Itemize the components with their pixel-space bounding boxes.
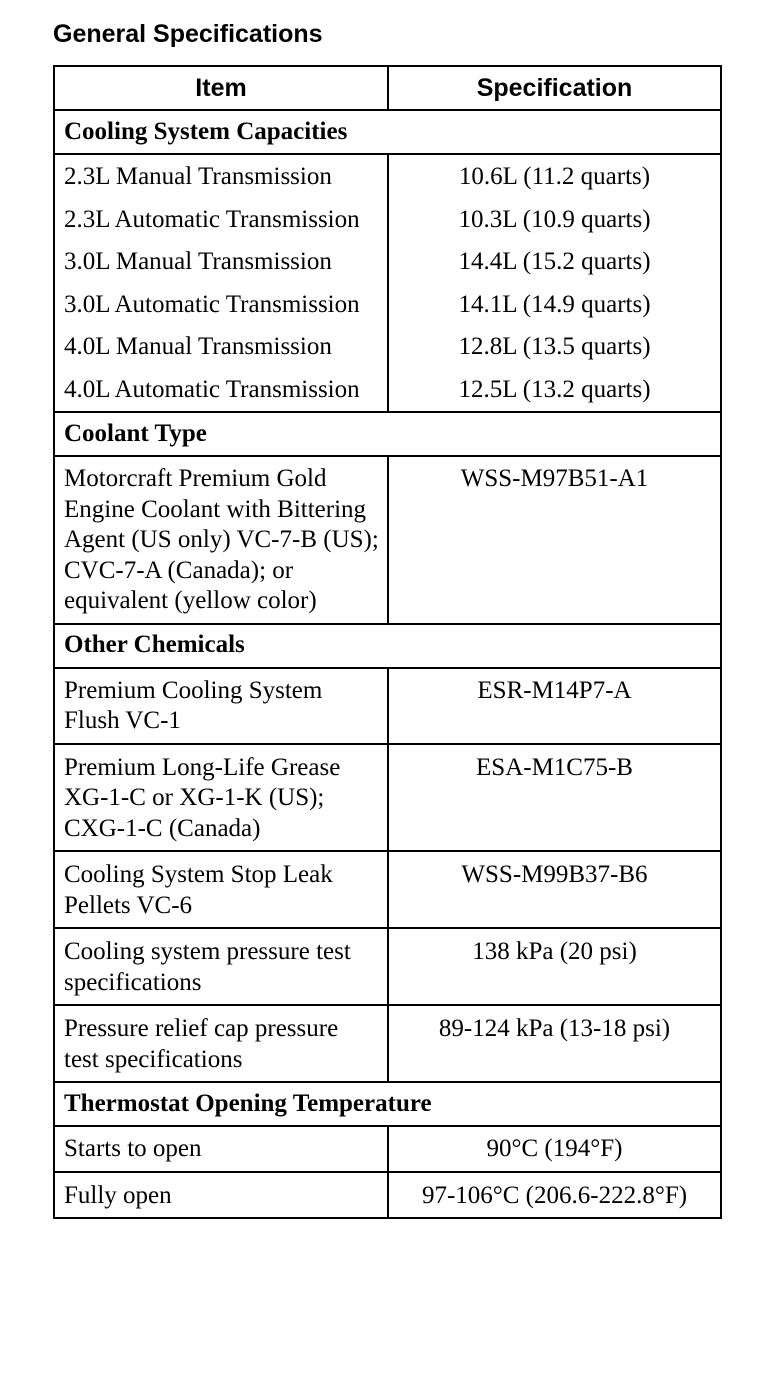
item-cell: Cooling system pressure test specifications xyxy=(54,928,388,1005)
specification-cell: WSS-M99B37-B6 xyxy=(388,851,721,928)
table-row xyxy=(54,1005,721,1082)
section-row-other-chemicals xyxy=(54,624,721,668)
table-row xyxy=(54,241,721,284)
section-row-coolant-type xyxy=(54,412,721,456)
specification-cell: 89-124 kPa (13-18 psi) xyxy=(388,1005,721,1082)
item-cell: Premium Long-Life Grease XG-1-C or XG-1-K (US); CXG-1-C (Canada) xyxy=(54,744,388,852)
table-row xyxy=(54,928,721,1005)
section-heading: Other Chemicals xyxy=(54,624,721,668)
item-cell: 3.0L Manual Transmission xyxy=(54,241,388,284)
item-cell: Pressure relief cap pressure test specifications xyxy=(54,1005,388,1082)
item-cell: Cooling System Stop Leak Pellets VC-6 xyxy=(54,851,388,928)
specifications-table xyxy=(53,65,722,1219)
item-cell: 4.0L Manual Transmission xyxy=(54,326,388,369)
table-row xyxy=(54,154,721,199)
section-heading: Cooling System Capacities xyxy=(54,110,721,154)
specification-cell: 14.1L (14.9 quarts) xyxy=(388,284,721,327)
table-row xyxy=(54,369,721,413)
table-row xyxy=(54,851,721,928)
table-row xyxy=(54,668,721,744)
section-heading: Coolant Type xyxy=(54,412,721,456)
page-title: General Specifications xyxy=(53,20,323,48)
item-cell: 2.3L Automatic Transmission xyxy=(54,199,388,242)
specification-cell: ESR-M14P7-A xyxy=(388,668,721,744)
specification-cell: 138 kPa (20 psi) xyxy=(388,928,721,1005)
table-row xyxy=(54,744,721,852)
specification-cell: 14.4L (15.2 quarts) xyxy=(388,241,721,284)
table-header-row xyxy=(54,66,721,110)
section-row-thermostat-opening-temperature xyxy=(54,1082,721,1126)
specification-cell: 90°C (194°F) xyxy=(388,1126,721,1172)
item-cell: 4.0L Automatic Transmission xyxy=(54,369,388,413)
section-row-cooling-system-capacities xyxy=(54,110,721,154)
specification-cell: 97-106°C (206.6-222.8°F) xyxy=(388,1172,721,1219)
item-cell: Starts to open xyxy=(54,1126,388,1172)
item-cell: Premium Cooling System Flush VC-1 xyxy=(54,668,388,744)
specification-cell: 12.5L (13.2 quarts) xyxy=(388,369,721,413)
specification-cell: ESA-M1C75-B xyxy=(388,744,721,852)
specification-cell: 12.8L (13.5 quarts) xyxy=(388,326,721,369)
column-header-item: Item xyxy=(54,66,388,110)
specification-cell: 10.6L (11.2 quarts) xyxy=(388,154,721,199)
specification-cell: 10.3L (10.9 quarts) xyxy=(388,199,721,242)
table-row xyxy=(54,284,721,327)
item-cell: 3.0L Automatic Transmission xyxy=(54,284,388,327)
table-row xyxy=(54,326,721,369)
specification-cell: WSS-M97B51-A1 xyxy=(388,456,721,624)
table-row xyxy=(54,199,721,242)
table-row xyxy=(54,1126,721,1172)
section-heading: Thermostat Opening Temperature xyxy=(54,1082,721,1126)
table-row xyxy=(54,1172,721,1219)
item-cell: Fully open xyxy=(54,1172,388,1219)
item-cell: 2.3L Manual Transmission xyxy=(54,154,388,199)
item-cell: Motorcraft Premium Gold Engine Coolant with Bittering Agent (US only) VC-7-B (US); CVC-7-A (Canada); or equivalent (yellow color) xyxy=(54,456,388,624)
column-header-specification: Specification xyxy=(388,66,721,110)
table-row xyxy=(54,456,721,624)
